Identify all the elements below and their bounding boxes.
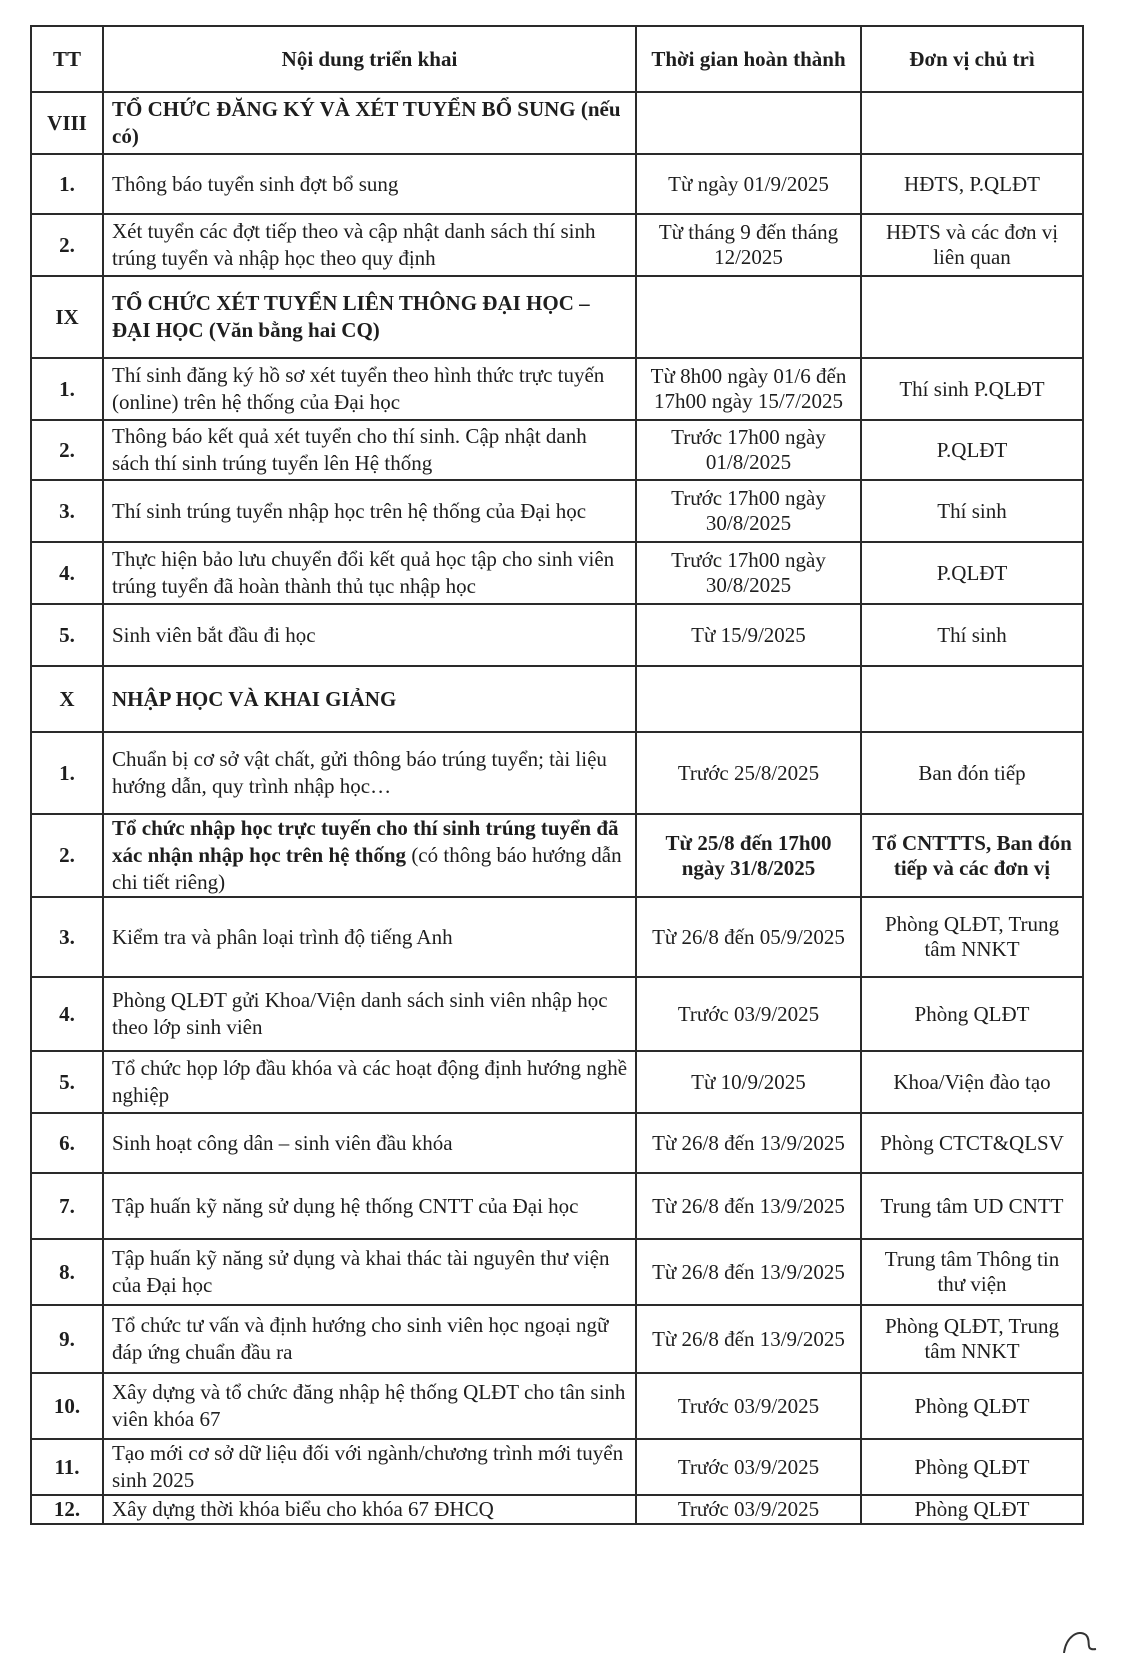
header-unit: Đơn vị chủ trì [861,26,1083,92]
responsible-unit: P.QLĐT [861,542,1083,604]
responsible-unit [861,92,1083,154]
completion-time [636,92,861,154]
row-content: Phòng QLĐT gửi Khoa/Viện danh sách sinh viên nhập học theo lớp sinh viên [103,977,636,1051]
completion-time: Từ 26/8 đến 13/9/2025 [636,1239,861,1305]
row-number: 3. [31,480,103,542]
row-content: Sinh hoạt công dân – sinh viên đầu khóa [103,1113,636,1173]
header-row [31,26,1083,92]
responsible-unit: HĐTS và các đơn vị liên quan [861,214,1083,276]
row-number: 4. [31,977,103,1051]
completion-time: Trước 17h00 ngày 01/8/2025 [636,420,861,480]
row-content: Tập huấn kỹ năng sử dụng và khai thác tài nguyên thư viện của Đại học [103,1239,636,1305]
row-content: Tổ chức họp lớp đầu khóa và các hoạt động định hướng nghề nghiệp [103,1051,636,1113]
row-number: 9. [31,1305,103,1373]
table-row [31,1239,1083,1305]
table-row [31,1305,1083,1373]
schedule-table [30,25,1084,1525]
responsible-unit: Phòng QLĐT [861,1495,1083,1524]
row-content: Thông báo tuyển sinh đợt bổ sung [103,154,636,214]
table-row [31,420,1083,480]
row-number: 1. [31,358,103,420]
table-row [31,214,1083,276]
completion-time: Trước 03/9/2025 [636,1373,861,1439]
section-number: VIII [31,92,103,154]
completion-time: Trước 17h00 ngày 30/8/2025 [636,480,861,542]
completion-time: Từ 26/8 đến 13/9/2025 [636,1113,861,1173]
section-row [31,666,1083,732]
table-row [31,897,1083,977]
table-row [31,154,1083,214]
completion-time: Từ 26/8 đến 05/9/2025 [636,897,861,977]
row-number: 8. [31,1239,103,1305]
responsible-unit: Thí sinh [861,480,1083,542]
completion-time: Trước 03/9/2025 [636,1439,861,1495]
row-number: 5. [31,1051,103,1113]
row-number: 3. [31,897,103,977]
responsible-unit: Trung tâm Thông tin thư viện [861,1239,1083,1305]
completion-time: Từ 8h00 ngày 01/6 đến 17h00 ngày 15/7/2025 [636,358,861,420]
completion-time: Từ 26/8 đến 13/9/2025 [636,1173,861,1239]
table-row [31,1373,1083,1439]
row-content: Xây dựng thời khóa biểu cho khóa 67 ĐHCQ [103,1495,636,1524]
responsible-unit: Trung tâm UD CNTT [861,1173,1083,1239]
row-number: 11. [31,1439,103,1495]
table-body [31,26,1083,1524]
responsible-unit: Ban đón tiếp [861,732,1083,814]
row-number: 1. [31,732,103,814]
section-row [31,92,1083,154]
completion-time [636,666,861,732]
completion-time [636,276,861,358]
table-row [31,1495,1083,1524]
table-row [31,480,1083,542]
table-row [31,542,1083,604]
signature-mark [1056,1623,1116,1653]
table-row [31,1173,1083,1239]
section-title: NHẬP HỌC VÀ KHAI GIẢNG [103,666,636,732]
completion-time: Từ 10/9/2025 [636,1051,861,1113]
row-number: 10. [31,1373,103,1439]
responsible-unit: Khoa/Viện đào tạo [861,1051,1083,1113]
row-content: Thông báo kết quả xét tuyển cho thí sinh. Cập nhật danh sách thí sinh trúng tuyển lên Hệ thống [103,420,636,480]
row-content-emphasis: Tổ chức nhập học trực tuyến cho thí sinh trúng tuyển đã xác nhận nhập học trên hệ thống [112,816,619,867]
responsible-unit: Phòng QLĐT [861,1373,1083,1439]
row-content: Sinh viên bắt đầu đi học [103,604,636,666]
row-content [103,814,636,897]
row-content: Thí sinh trúng tuyển nhập học trên hệ thống của Đại học [103,480,636,542]
responsible-unit: Phòng QLĐT [861,1439,1083,1495]
responsible-unit: Tổ CNTTTS, Ban đón tiếp và các đơn vị [861,814,1083,897]
section-number: X [31,666,103,732]
completion-time: Trước 03/9/2025 [636,1495,861,1524]
responsible-unit [861,276,1083,358]
responsible-unit [861,666,1083,732]
header-time: Thời gian hoàn thành [636,26,861,92]
completion-time: Từ 26/8 đến 13/9/2025 [636,1305,861,1373]
section-row [31,276,1083,358]
row-content: Tổ chức tư vấn và định hướng cho sinh viên học ngoại ngữ đáp ứng chuẩn đầu ra [103,1305,636,1373]
row-number: 2. [31,420,103,480]
completion-time: Trước 25/8/2025 [636,732,861,814]
completion-time: Từ tháng 9 đến tháng 12/2025 [636,214,861,276]
responsible-unit: Thí sinh [861,604,1083,666]
completion-time: Từ 15/9/2025 [636,604,861,666]
row-number: 12. [31,1495,103,1524]
responsible-unit: P.QLĐT [861,420,1083,480]
row-content: Kiểm tra và phân loại trình độ tiếng Anh [103,897,636,977]
responsible-unit: Phòng CTCT&QLSV [861,1113,1083,1173]
responsible-unit: Phòng QLĐT, Trung tâm NNKT [861,1305,1083,1373]
completion-time: Trước 03/9/2025 [636,977,861,1051]
responsible-unit: Phòng QLĐT, Trung tâm NNKT [861,897,1083,977]
completion-time: Trước 17h00 ngày 30/8/2025 [636,542,861,604]
section-title: TỔ CHỨC ĐĂNG KÝ VÀ XÉT TUYỂN BỔ SUNG (nếu có) [103,92,636,154]
table-row [31,1439,1083,1495]
table-row [31,1051,1083,1113]
row-number: 6. [31,1113,103,1173]
row-content: Chuẩn bị cơ sở vật chất, gửi thông báo trúng tuyển; tài liệu hướng dẫn, quy trình nhập học… [103,732,636,814]
responsible-unit: Thí sinh P.QLĐT [861,358,1083,420]
section-number: IX [31,276,103,358]
table-row [31,732,1083,814]
row-content: Tạo mới cơ sở dữ liệu đối với ngành/chương trình mới tuyển sinh 2025 [103,1439,636,1495]
row-content: Thí sinh đăng ký hồ sơ xét tuyển theo hình thức trực tuyến (online) trên hệ thống của Đại học [103,358,636,420]
row-number: 2. [31,214,103,276]
responsible-unit: Phòng QLĐT [861,977,1083,1051]
table-row [31,604,1083,666]
table-row [31,358,1083,420]
row-content: Xây dựng và tổ chức đăng nhập hệ thống QLĐT cho tân sinh viên khóa 67 [103,1373,636,1439]
responsible-unit: HĐTS, P.QLĐT [861,154,1083,214]
row-content: Xét tuyển các đợt tiếp theo và cập nhật danh sách thí sinh trúng tuyển và nhập học theo quy định [103,214,636,276]
row-number: 5. [31,604,103,666]
table-row [31,1113,1083,1173]
table-row [31,814,1083,897]
section-title: TỔ CHỨC XÉT TUYỂN LIÊN THÔNG ĐẠI HỌC – ĐẠI HỌC (Văn bằng hai CQ) [103,276,636,358]
completion-time: Từ 25/8 đến 17h00 ngày 31/8/2025 [636,814,861,897]
row-number: 7. [31,1173,103,1239]
completion-time: Từ ngày 01/9/2025 [636,154,861,214]
row-number: 4. [31,542,103,604]
row-number: 2. [31,814,103,897]
header-tt: TT [31,26,103,92]
table-row [31,977,1083,1051]
row-number: 1. [31,154,103,214]
header-content: Nội dung triển khai [103,26,636,92]
row-content-note: (có thông báo hướng dẫn chi tiết riêng) [112,843,622,894]
row-content: Thực hiện bảo lưu chuyển đổi kết quả học tập cho sinh viên trúng tuyển đã hoàn thành thủ tục nhập học [103,542,636,604]
row-content: Tập huấn kỹ năng sử dụng hệ thống CNTT của Đại học [103,1173,636,1239]
